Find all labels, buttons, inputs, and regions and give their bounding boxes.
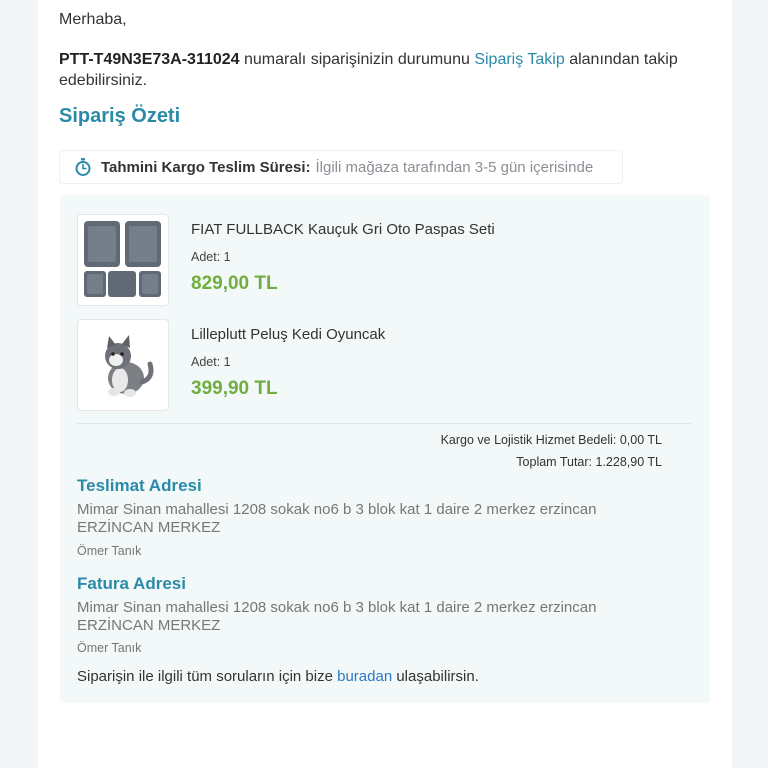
shipping-fee: Kargo ve Lojistik Hizmet Bedeli: 0,00 TL	[440, 433, 662, 447]
delivery-label: Tahmini Kargo Teslim Süresi:	[101, 158, 311, 176]
shipping-recipient-name: Ömer Tanık	[77, 544, 142, 558]
greeting: Merhaba,	[59, 11, 127, 28]
shipping-address-title: Teslimat Adresi	[77, 476, 202, 495]
product-qty: Adet: 1	[191, 355, 231, 369]
order-tracking-link[interactable]: Sipariş Takip	[474, 51, 565, 68]
billing-address-title: Fatura Adresi	[77, 574, 186, 593]
summary-divider	[77, 423, 691, 424]
support-text-1: Siparişin ile ilgili tüm soruların için bize	[77, 668, 338, 685]
order-summary-title: Sipariş Özeti	[59, 105, 181, 127]
billing-address-text: Mimar Sinan mahallesi 1208 sokak no6 b 3 blok kat 1 daire 2 merkez erzincan ERZİNCAN MERKEZ	[77, 599, 597, 634]
intro-text-1: numaralı siparişinizin durumunu	[239, 51, 475, 68]
delivery-value: İlgili mağaza tarafından 3-5 gün içerisinde	[315, 158, 594, 176]
product-qty: Adet: 1	[191, 250, 231, 264]
billing-recipient-name: Ömer Tanık	[77, 641, 142, 655]
intro-paragraph	[59, 49, 699, 91]
product-price: 829,00 TL	[191, 273, 278, 294]
product-price: 399,90 TL	[191, 378, 278, 399]
support-note	[77, 668, 479, 685]
order-code: PTT-T49N3E73A-311024	[59, 51, 240, 68]
product-name[interactable]: FIAT FULLBACK Kauçuk Gri Oto Paspas Seti	[191, 221, 495, 238]
order-total: Toplam Tutar: 1.228,90 TL	[516, 455, 662, 469]
support-link[interactable]: buradan	[337, 668, 393, 685]
intro-text-2: alanından takip edebilirsiniz.	[59, 51, 678, 89]
support-text-2: ulaşabilirsin.	[392, 668, 479, 685]
car-floor-mat-image[interactable]	[77, 214, 169, 306]
delivery-estimate-box	[59, 150, 623, 184]
product-name[interactable]: Lilleplutt Peluş Kedi Oyuncak	[191, 326, 386, 343]
stopwatch-icon	[73, 157, 93, 177]
shipping-address-text: Mimar Sinan mahallesi 1208 sokak no6 b 3 blok kat 1 daire 2 merkez erzincan ERZİNCAN MERKEZ	[77, 501, 597, 536]
plush-cat-image[interactable]	[77, 319, 169, 411]
